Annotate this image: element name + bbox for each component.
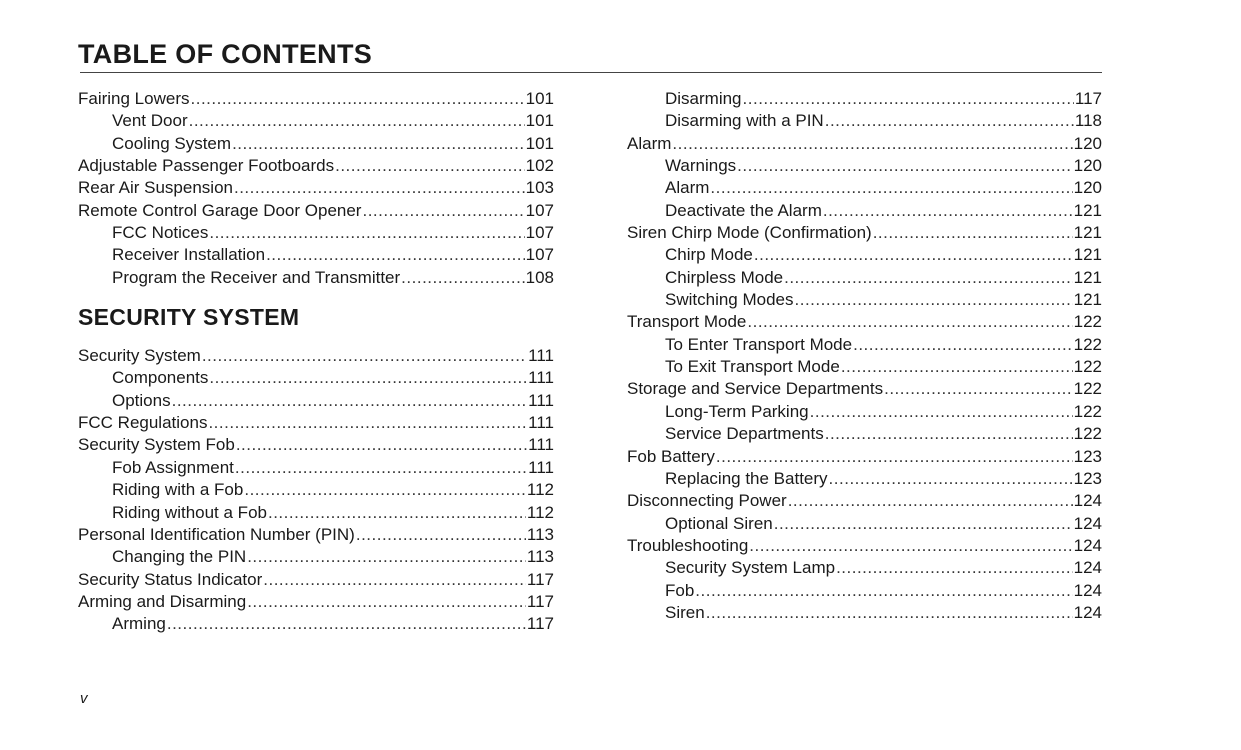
toc-entry	[78, 110, 554, 132]
toc-entry-label: Arming and Disarming	[78, 591, 247, 611]
toc-entry-label: Deactivate the Alarm	[665, 200, 822, 220]
toc-dot-leader	[754, 244, 1073, 266]
toc-entry-page: 124	[1073, 513, 1102, 533]
toc-entry-label: Transport Mode	[627, 312, 747, 332]
toc-entry	[78, 200, 554, 222]
toc-entry-page: 124	[1073, 558, 1102, 578]
toc-entry-page: 113	[526, 547, 554, 567]
toc-list-top	[78, 88, 554, 289]
toc-entry	[78, 591, 554, 613]
toc-dot-leader	[747, 311, 1072, 333]
toc-entry-page: 120	[1073, 156, 1102, 176]
toc-entry-label: Alarm	[627, 133, 672, 153]
toc-dot-leader	[268, 502, 526, 524]
toc-entry-label: Adjustable Passenger Footboards	[78, 156, 335, 176]
toc-entry-page: 121	[1073, 223, 1102, 243]
toc-entry-label: Fob Battery	[627, 446, 715, 466]
toc-dot-leader	[202, 345, 527, 367]
toc-entry-label: Vent Door	[112, 111, 188, 131]
toc-entry-page: 122	[1073, 312, 1102, 332]
toc-entry	[627, 222, 1102, 244]
toc-entry	[78, 88, 554, 110]
toc-entry-page: 120	[1073, 178, 1102, 198]
toc-entry	[627, 378, 1102, 400]
toc-entry	[627, 155, 1102, 177]
toc-entry	[627, 244, 1102, 266]
toc-entry	[627, 177, 1102, 199]
toc-dot-leader	[710, 177, 1072, 199]
toc-dot-leader	[236, 434, 527, 456]
toc-entry-label: Fob Assignment	[112, 457, 234, 477]
toc-entry-page: 124	[1073, 491, 1102, 511]
section-heading-security-system: SECURITY SYSTEM	[78, 304, 300, 331]
toc-entry-page: 111	[528, 457, 554, 477]
toc-entry-page: 102	[525, 156, 554, 176]
toc-entry-page: 123	[1073, 446, 1102, 466]
toc-entry-label: Changing the PIN	[112, 547, 247, 567]
toc-dot-leader	[356, 524, 526, 546]
toc-entry-label: Cooling System	[112, 133, 232, 153]
toc-entry-label: Arming	[112, 614, 166, 634]
toc-entry-label: Troubleshooting	[627, 535, 749, 555]
toc-entry-page: 124	[1073, 602, 1102, 622]
toc-entry	[627, 557, 1102, 579]
toc-entry-label: Riding with a Fob	[112, 480, 244, 500]
toc-entry-page: 122	[1073, 357, 1102, 377]
toc-entry-label: Security System Fob	[78, 435, 235, 455]
toc-dot-leader	[825, 423, 1073, 445]
toc-entry-page: 108	[525, 267, 554, 287]
toc-entry	[627, 446, 1102, 468]
toc-entry-page: 112	[526, 480, 554, 500]
toc-entry-label: Riding without a Fob	[112, 502, 267, 522]
toc-entry	[627, 535, 1102, 557]
toc-entry-label: Siren Chirp Mode (Confirmation)	[627, 223, 872, 243]
toc-entry-label: Alarm	[665, 178, 710, 198]
toc-dot-leader	[743, 88, 1074, 110]
toc-entry	[78, 546, 554, 568]
toc-entry	[627, 200, 1102, 222]
toc-entry-label: Chirpless Mode	[665, 267, 784, 287]
toc-entry	[78, 345, 554, 367]
page-number: v	[80, 690, 88, 707]
toc-dot-leader	[247, 591, 526, 613]
toc-entry-label: Warnings	[665, 156, 737, 176]
toc-entry-page: 121	[1073, 267, 1102, 287]
toc-entry-page: 112	[526, 502, 554, 522]
page-title: TABLE OF CONTENTS	[78, 39, 373, 69]
toc-entry-page: 103	[525, 178, 554, 198]
toc-entry	[78, 267, 554, 289]
toc-entry-page: 118	[1074, 111, 1102, 131]
toc-entry-label: Program the Receiver and Transmitter	[112, 267, 401, 287]
toc-entry	[78, 177, 554, 199]
toc-list-right	[627, 88, 1102, 624]
toc-dot-leader	[335, 155, 525, 177]
toc-entry	[627, 88, 1102, 110]
toc-entry-page: 124	[1073, 535, 1102, 555]
toc-entry	[78, 479, 554, 501]
toc-dot-leader	[825, 110, 1074, 132]
toc-entry	[627, 490, 1102, 512]
toc-dot-leader	[884, 378, 1073, 400]
toc-entry-label: Components	[112, 368, 209, 388]
toc-dot-leader	[853, 334, 1073, 356]
toc-dot-leader	[209, 367, 527, 389]
toc-entry	[78, 155, 554, 177]
toc-entry-label: Personal Identification Number (PIN)	[78, 524, 355, 544]
toc-dot-leader	[362, 200, 524, 222]
toc-entry-label: Security System	[78, 346, 201, 366]
toc-entry-page: 101	[525, 89, 554, 108]
toc-dot-leader	[172, 390, 528, 412]
toc-entry-label: Security System Lamp	[665, 558, 836, 578]
toc-dot-leader	[266, 244, 525, 266]
toc-entry-label: To Enter Transport Mode	[665, 334, 853, 354]
toc-entry	[627, 289, 1102, 311]
toc-entry-label: Security Status Indicator	[78, 569, 263, 589]
toc-entry	[78, 367, 554, 389]
toc-list-bottom	[78, 345, 554, 635]
toc-entry-page: 122	[1073, 379, 1102, 399]
toc-entry	[78, 244, 554, 266]
toc-dot-leader	[167, 613, 526, 635]
toc-dot-leader	[208, 412, 527, 434]
toc-dot-leader	[244, 479, 526, 501]
toc-dot-leader	[706, 602, 1073, 624]
toc-entry-label: Replacing the Battery	[665, 468, 828, 488]
toc-entry-page: 111	[528, 413, 554, 433]
toc-entry-page: 107	[525, 245, 554, 265]
toc-entry-label: Rear Air Suspension	[78, 178, 233, 198]
toc-entry-label: Disarming	[665, 89, 742, 108]
toc-dot-leader	[232, 133, 525, 155]
toc-dot-leader	[829, 468, 1073, 490]
toc-dot-leader	[189, 110, 525, 132]
toc-entry-label: Remote Control Garage Door Opener	[78, 200, 362, 220]
toc-entry-label: Optional Siren	[665, 513, 773, 533]
toc-entry-page: 101	[525, 133, 554, 153]
toc-entry-label: Storage and Service Departments	[627, 379, 884, 399]
toc-entry-label: Siren	[665, 602, 705, 622]
title-divider	[80, 72, 1102, 73]
toc-entry	[627, 580, 1102, 602]
toc-left-column	[78, 88, 554, 636]
toc-entry-page: 117	[526, 614, 554, 634]
toc-entry	[627, 311, 1102, 333]
toc-entry	[627, 334, 1102, 356]
toc-entry-page: 122	[1073, 424, 1102, 444]
toc-entry-page: 111	[528, 346, 554, 366]
toc-entry-label: Long-Term Parking	[665, 401, 809, 421]
toc-entry	[78, 390, 554, 412]
toc-entry	[78, 222, 554, 244]
toc-entry	[78, 412, 554, 434]
toc-entry-page: 123	[1073, 468, 1102, 488]
toc-dot-leader	[823, 200, 1073, 222]
toc-entry-label: Disarming with a PIN	[665, 111, 824, 131]
toc-dot-leader	[235, 457, 527, 479]
toc-entry-label: FCC Regulations	[78, 413, 208, 433]
toc-entry-label: Options	[112, 390, 171, 410]
toc-entry-page: 101	[525, 111, 554, 131]
toc-entry	[627, 356, 1102, 378]
toc-entry	[78, 434, 554, 456]
toc-entry	[627, 423, 1102, 445]
toc-dot-leader	[836, 557, 1073, 579]
toc-entry	[627, 267, 1102, 289]
toc-dot-leader	[263, 569, 526, 591]
toc-entry-label: Fairing Lowers	[78, 89, 190, 108]
toc-dot-leader	[247, 546, 526, 568]
toc-entry-label: Receiver Installation	[112, 245, 266, 265]
toc-entry-page: 124	[1073, 580, 1102, 600]
toc-entry	[78, 524, 554, 546]
toc-entry-label: Fob	[665, 580, 695, 600]
toc-entry-label: Switching Modes	[665, 290, 794, 310]
toc-dot-leader	[672, 133, 1072, 155]
toc-entry-label: Service Departments	[665, 424, 824, 444]
toc-entry-page: 107	[525, 200, 554, 220]
toc-dot-leader	[716, 446, 1073, 468]
toc-entry	[78, 569, 554, 591]
toc-dot-leader	[795, 289, 1073, 311]
toc-dot-leader	[749, 535, 1072, 557]
toc-entry-page: 111	[528, 435, 554, 455]
toc-dot-leader	[737, 155, 1072, 177]
toc-entry-page: 111	[528, 390, 554, 410]
toc-dot-leader	[191, 88, 525, 110]
toc-entry	[78, 502, 554, 524]
toc-entry-page: 107	[525, 223, 554, 243]
toc-entry	[78, 613, 554, 635]
toc-dot-leader	[788, 490, 1073, 512]
toc-entry-page: 120	[1073, 133, 1102, 153]
toc-dot-leader	[234, 177, 525, 199]
toc-entry-label: Disconnecting Power	[627, 491, 787, 511]
toc-dot-leader	[784, 267, 1073, 289]
toc-entry-page: 117	[526, 591, 554, 611]
toc-entry-page: 121	[1073, 245, 1102, 265]
toc-entry	[78, 133, 554, 155]
toc-entry	[627, 110, 1102, 132]
toc-entry	[78, 457, 554, 479]
toc-dot-leader	[695, 580, 1072, 602]
toc-dot-leader	[810, 401, 1073, 423]
toc-dot-leader	[401, 267, 524, 289]
toc-entry	[627, 401, 1102, 423]
toc-entry-label: Chirp Mode	[665, 245, 753, 265]
toc-entry	[627, 468, 1102, 490]
toc-dot-leader	[209, 222, 524, 244]
toc-entry-page: 117	[1074, 89, 1102, 108]
toc-entry-page: 122	[1073, 401, 1102, 421]
toc-entry-label: To Exit Transport Mode	[665, 357, 840, 377]
toc-entry-page: 122	[1073, 334, 1102, 354]
toc-entry	[627, 133, 1102, 155]
toc-dot-leader	[873, 222, 1073, 244]
toc-entry-page: 117	[526, 569, 554, 589]
toc-dot-leader	[841, 356, 1073, 378]
toc-entry	[627, 513, 1102, 535]
toc-entry	[627, 602, 1102, 624]
toc-entry-label: FCC Notices	[112, 223, 209, 243]
toc-entry-page: 113	[526, 524, 554, 544]
toc-entry-page: 121	[1073, 200, 1102, 220]
toc-entry-page: 111	[528, 368, 554, 388]
toc-entry-page: 121	[1073, 290, 1102, 310]
toc-right-column	[627, 88, 1102, 624]
toc-dot-leader	[774, 513, 1073, 535]
